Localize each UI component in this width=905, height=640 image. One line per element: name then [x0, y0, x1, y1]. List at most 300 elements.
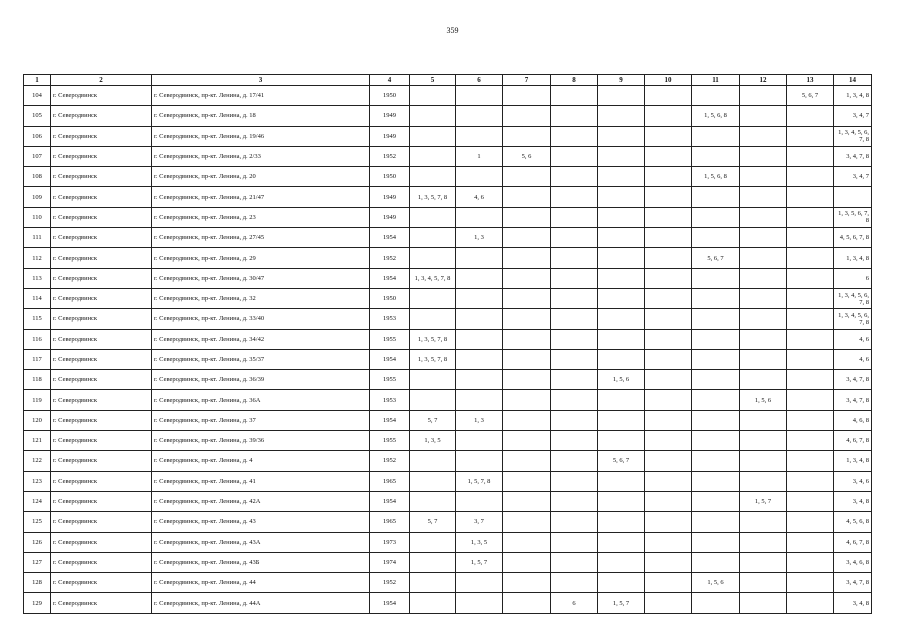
- cell-address: г. Северодвинск, пр-кт. Ленина, д. 27/45: [152, 228, 370, 248]
- cell-col-5: [410, 106, 456, 126]
- cell-col-13: [787, 329, 834, 349]
- table-row: [24, 431, 872, 451]
- cell-col-11: [692, 228, 740, 248]
- cell-col-10: [645, 167, 692, 187]
- column-header-6: 6: [456, 75, 503, 86]
- cell-col-9: [598, 512, 645, 532]
- cell-year: 1954: [370, 349, 410, 369]
- cell-col-8: [551, 552, 598, 572]
- cell-address: г. Северодвинск, пр-кт. Ленина, д. 19/46: [152, 126, 370, 146]
- cell-row-number: 124: [24, 491, 51, 511]
- cell-row-number: 125: [24, 512, 51, 532]
- cell-year: 1953: [370, 309, 410, 329]
- cell-col-14: 4, 6: [834, 329, 872, 349]
- cell-address: г. Северодвинск, пр-кт. Ленина, д. 41: [152, 471, 370, 491]
- table-row: [24, 349, 872, 369]
- cell-col-8: [551, 309, 598, 329]
- cell-col-8: [551, 573, 598, 593]
- cell-col-6: [456, 309, 503, 329]
- table-row: [24, 268, 872, 288]
- cell-col-14: 1, 3, 4, 8: [834, 451, 872, 471]
- cell-col-12: [740, 106, 787, 126]
- cell-address: г. Северодвинск, пр-кт. Ленина, д. 43: [152, 512, 370, 532]
- cell-address: г. Северодвинск, пр-кт. Ленина, д. 20: [152, 167, 370, 187]
- cell-col-5: [410, 471, 456, 491]
- table-row: [24, 228, 872, 248]
- cell-col-11: [692, 309, 740, 329]
- cell-col-13: [787, 146, 834, 166]
- cell-col-11: [692, 207, 740, 227]
- cell-address: г. Северодвинск, пр-кт. Ленина, д. 32: [152, 288, 370, 308]
- cell-col-5: 1, 3, 5, 7, 8: [410, 349, 456, 369]
- cell-col-9: [598, 532, 645, 552]
- cell-col-12: 1, 5, 6: [740, 390, 787, 410]
- cell-settlement: г. Северодвинск: [51, 431, 152, 451]
- cell-col-11: [692, 126, 740, 146]
- cell-col-13: [787, 288, 834, 308]
- cell-year: 1955: [370, 431, 410, 451]
- table-row: [24, 288, 872, 308]
- cell-year: 1952: [370, 248, 410, 268]
- cell-col-14: 4, 5, 6, 7, 8: [834, 228, 872, 248]
- cell-year: 1949: [370, 207, 410, 227]
- cell-col-9: [598, 207, 645, 227]
- table-row: [24, 593, 872, 613]
- cell-col-5: [410, 491, 456, 511]
- cell-col-7: [503, 491, 551, 511]
- cell-col-10: [645, 248, 692, 268]
- table-row: [24, 512, 872, 532]
- cell-row-number: 105: [24, 106, 51, 126]
- cell-col-13: [787, 512, 834, 532]
- cell-col-9: 1, 5, 7: [598, 593, 645, 613]
- cell-col-8: [551, 288, 598, 308]
- cell-row-number: 120: [24, 410, 51, 430]
- cell-col-9: [598, 288, 645, 308]
- cell-col-9: [598, 491, 645, 511]
- cell-col-5: [410, 248, 456, 268]
- cell-col-14: 3, 4, 7, 8: [834, 146, 872, 166]
- table-row: [24, 370, 872, 390]
- table-row: [24, 146, 872, 166]
- cell-col-12: [740, 228, 787, 248]
- cell-col-9: [598, 329, 645, 349]
- table-row: [24, 248, 872, 268]
- cell-col-13: 5, 6, 7: [787, 86, 834, 106]
- cell-settlement: г. Северодвинск: [51, 248, 152, 268]
- column-header-12: 12: [740, 75, 787, 86]
- cell-address: г. Северодвинск, пр-кт. Ленина, д. 35/37: [152, 349, 370, 369]
- cell-col-13: [787, 207, 834, 227]
- cell-col-14: 3, 4, 6, 8: [834, 552, 872, 572]
- cell-col-5: [410, 309, 456, 329]
- cell-col-13: [787, 410, 834, 430]
- cell-col-8: [551, 512, 598, 532]
- cell-col-9: [598, 146, 645, 166]
- cell-row-number: 129: [24, 593, 51, 613]
- cell-col-6: [456, 86, 503, 106]
- cell-col-7: [503, 167, 551, 187]
- column-header-9: 9: [598, 75, 645, 86]
- cell-settlement: г. Северодвинск: [51, 106, 152, 126]
- cell-settlement: г. Северодвинск: [51, 390, 152, 410]
- cell-col-7: [503, 187, 551, 207]
- cell-year: 1973: [370, 532, 410, 552]
- cell-col-8: [551, 126, 598, 146]
- cell-col-6: [456, 431, 503, 451]
- cell-col-7: [503, 329, 551, 349]
- cell-col-10: [645, 410, 692, 430]
- cell-col-6: 1, 5, 7: [456, 552, 503, 572]
- cell-col-7: [503, 268, 551, 288]
- cell-col-12: [740, 167, 787, 187]
- cell-col-9: [598, 431, 645, 451]
- cell-col-14: 3, 4, 7, 8: [834, 390, 872, 410]
- cell-row-number: 114: [24, 288, 51, 308]
- column-header-2: 2: [51, 75, 152, 86]
- cell-col-7: [503, 207, 551, 227]
- cell-col-5: [410, 228, 456, 248]
- cell-col-10: [645, 106, 692, 126]
- cell-col-6: [456, 268, 503, 288]
- cell-col-10: [645, 126, 692, 146]
- cell-settlement: г. Северодвинск: [51, 471, 152, 491]
- cell-col-12: [740, 248, 787, 268]
- cell-col-5: 1, 3, 4, 5, 7, 8: [410, 268, 456, 288]
- cell-col-8: [551, 451, 598, 471]
- cell-col-10: [645, 512, 692, 532]
- cell-year: 1974: [370, 552, 410, 572]
- cell-col-5: [410, 451, 456, 471]
- cell-col-12: [740, 573, 787, 593]
- cell-col-5: [410, 126, 456, 146]
- cell-col-14: 3, 4, 7, 8: [834, 573, 872, 593]
- cell-col-10: [645, 288, 692, 308]
- cell-row-number: 121: [24, 431, 51, 451]
- cell-col-11: [692, 329, 740, 349]
- cell-col-11: [692, 370, 740, 390]
- cell-address: г. Северодвинск, пр-кт. Ленина, д. 43А: [152, 532, 370, 552]
- cell-col-8: [551, 167, 598, 187]
- cell-address: г. Северодвинск, пр-кт. Ленина, д. 29: [152, 248, 370, 268]
- cell-col-9: [598, 86, 645, 106]
- cell-col-7: [503, 552, 551, 572]
- cell-col-7: [503, 593, 551, 613]
- cell-col-6: 1, 3: [456, 410, 503, 430]
- cell-address: г. Северодвинск, пр-кт. Ленина, д. 2/33: [152, 146, 370, 166]
- cell-col-9: [598, 187, 645, 207]
- cell-col-5: [410, 370, 456, 390]
- cell-col-10: [645, 431, 692, 451]
- cell-col-13: [787, 106, 834, 126]
- cell-year: 1954: [370, 228, 410, 248]
- cell-year: 1952: [370, 573, 410, 593]
- cell-col-12: [740, 370, 787, 390]
- cell-col-10: [645, 593, 692, 613]
- cell-col-5: [410, 593, 456, 613]
- cell-col-14: 3, 4, 7: [834, 106, 872, 126]
- cell-col-12: [740, 309, 787, 329]
- cell-col-8: [551, 268, 598, 288]
- cell-col-5: 1, 3, 5, 7, 8: [410, 329, 456, 349]
- table-row: [24, 86, 872, 106]
- cell-col-10: [645, 309, 692, 329]
- column-header-3: 3: [152, 75, 370, 86]
- cell-col-10: [645, 349, 692, 369]
- cell-col-6: [456, 573, 503, 593]
- cell-col-6: [456, 248, 503, 268]
- cell-col-10: [645, 228, 692, 248]
- cell-col-8: [551, 146, 598, 166]
- cell-address: г. Северодвинск, пр-кт. Ленина, д. 34/42: [152, 329, 370, 349]
- cell-col-11: [692, 552, 740, 572]
- cell-col-13: [787, 390, 834, 410]
- cell-col-7: [503, 309, 551, 329]
- cell-col-12: [740, 410, 787, 430]
- cell-col-13: [787, 593, 834, 613]
- cell-col-8: [551, 207, 598, 227]
- cell-settlement: г. Северодвинск: [51, 187, 152, 207]
- cell-settlement: г. Северодвинск: [51, 167, 152, 187]
- cell-col-13: [787, 309, 834, 329]
- table-row: [24, 187, 872, 207]
- cell-col-11: [692, 431, 740, 451]
- cell-col-13: [787, 491, 834, 511]
- cell-col-12: [740, 288, 787, 308]
- cell-col-5: [410, 552, 456, 572]
- cell-col-8: [551, 248, 598, 268]
- cell-col-13: [787, 370, 834, 390]
- column-header-5: 5: [410, 75, 456, 86]
- cell-col-10: [645, 491, 692, 511]
- column-header-11: 11: [692, 75, 740, 86]
- column-header-1: 1: [24, 75, 51, 86]
- cell-col-5: [410, 288, 456, 308]
- cell-col-11: [692, 146, 740, 166]
- table-header: [24, 75, 872, 86]
- cell-row-number: 128: [24, 573, 51, 593]
- cell-col-8: [551, 491, 598, 511]
- cell-address: г. Северодвинск, пр-кт. Ленина, д. 36А: [152, 390, 370, 410]
- cell-col-6: 1, 5, 7, 8: [456, 471, 503, 491]
- cell-col-14: 3, 4, 7, 8: [834, 370, 872, 390]
- cell-col-5: [410, 167, 456, 187]
- cell-col-7: [503, 248, 551, 268]
- cell-col-6: 4, 6: [456, 187, 503, 207]
- cell-col-7: [503, 410, 551, 430]
- cell-col-13: [787, 532, 834, 552]
- cell-settlement: г. Северодвинск: [51, 86, 152, 106]
- cell-col-11: [692, 268, 740, 288]
- cell-address: г. Северодвинск, пр-кт. Ленина, д. 18: [152, 106, 370, 126]
- cell-col-5: 1, 3, 5, 7, 8: [410, 187, 456, 207]
- cell-col-7: [503, 288, 551, 308]
- cell-row-number: 117: [24, 349, 51, 369]
- cell-col-12: [740, 512, 787, 532]
- cell-settlement: г. Северодвинск: [51, 512, 152, 532]
- cell-col-12: [740, 187, 787, 207]
- cell-col-8: [551, 187, 598, 207]
- cell-col-6: 1, 3: [456, 228, 503, 248]
- cell-col-5: [410, 390, 456, 410]
- cell-col-5: 5, 7: [410, 512, 456, 532]
- cell-col-10: [645, 390, 692, 410]
- cell-col-6: [456, 451, 503, 471]
- cell-year: 1952: [370, 451, 410, 471]
- cell-address: г. Северодвинск, пр-кт. Ленина, д. 39/36: [152, 431, 370, 451]
- cell-address: г. Северодвинск, пр-кт. Ленина, д. 37: [152, 410, 370, 430]
- cell-address: г. Северодвинск, пр-кт. Ленина, д. 44: [152, 573, 370, 593]
- cell-col-13: [787, 248, 834, 268]
- cell-col-7: [503, 228, 551, 248]
- cell-row-number: 111: [24, 228, 51, 248]
- cell-col-10: [645, 146, 692, 166]
- column-header-14: 14: [834, 75, 872, 86]
- table-row: [24, 552, 872, 572]
- cell-col-14: 3, 4, 8: [834, 593, 872, 613]
- table-row: [24, 390, 872, 410]
- cell-col-14: 6: [834, 268, 872, 288]
- cell-col-12: [740, 126, 787, 146]
- cell-row-number: 122: [24, 451, 51, 471]
- cell-col-11: [692, 471, 740, 491]
- cell-col-5: 5, 7: [410, 410, 456, 430]
- cell-col-13: [787, 471, 834, 491]
- cell-settlement: г. Северодвинск: [51, 268, 152, 288]
- cell-col-6: [456, 207, 503, 227]
- cell-settlement: г. Северодвинск: [51, 410, 152, 430]
- cell-year: 1952: [370, 146, 410, 166]
- cell-col-14: [834, 187, 872, 207]
- cell-address: г. Северодвинск, пр-кт. Ленина, д. 23: [152, 207, 370, 227]
- cell-col-10: [645, 86, 692, 106]
- cell-col-9: [598, 228, 645, 248]
- cell-col-10: [645, 268, 692, 288]
- cell-col-8: [551, 228, 598, 248]
- cell-settlement: г. Северодвинск: [51, 146, 152, 166]
- table-row: [24, 410, 872, 430]
- cell-col-6: 1, 3, 5: [456, 532, 503, 552]
- cell-settlement: г. Северодвинск: [51, 207, 152, 227]
- cell-col-13: [787, 167, 834, 187]
- cell-col-9: [598, 167, 645, 187]
- cell-col-13: [787, 552, 834, 572]
- cell-col-12: [740, 86, 787, 106]
- register-table: [23, 74, 872, 614]
- cell-col-6: 3, 7: [456, 512, 503, 532]
- cell-year: 1949: [370, 106, 410, 126]
- cell-col-9: [598, 349, 645, 369]
- cell-col-9: 5, 6, 7: [598, 451, 645, 471]
- cell-col-11: [692, 390, 740, 410]
- cell-address: г. Северодвинск, пр-кт. Ленина, д. 42А: [152, 491, 370, 511]
- cell-col-14: 1, 3, 4, 8: [834, 86, 872, 106]
- cell-col-13: [787, 268, 834, 288]
- cell-col-7: [503, 573, 551, 593]
- cell-col-11: [692, 593, 740, 613]
- cell-col-8: [551, 349, 598, 369]
- cell-col-14: 3, 4, 7: [834, 167, 872, 187]
- page-number: 359: [446, 26, 459, 35]
- cell-col-7: [503, 126, 551, 146]
- cell-col-6: [456, 390, 503, 410]
- cell-col-11: [692, 187, 740, 207]
- cell-row-number: 119: [24, 390, 51, 410]
- cell-settlement: г. Северодвинск: [51, 593, 152, 613]
- cell-col-9: [598, 106, 645, 126]
- cell-settlement: г. Северодвинск: [51, 288, 152, 308]
- cell-col-14: 4, 5, 6, 8: [834, 512, 872, 532]
- table-row: [24, 532, 872, 552]
- cell-col-6: [456, 593, 503, 613]
- cell-year: 1949: [370, 126, 410, 146]
- cell-settlement: г. Северодвинск: [51, 552, 152, 572]
- cell-row-number: 116: [24, 329, 51, 349]
- cell-year: 1949: [370, 187, 410, 207]
- cell-col-12: [740, 146, 787, 166]
- cell-col-6: [456, 329, 503, 349]
- cell-col-5: [410, 532, 456, 552]
- cell-col-10: [645, 187, 692, 207]
- cell-col-6: [456, 106, 503, 126]
- cell-col-13: [787, 228, 834, 248]
- table-row: [24, 471, 872, 491]
- cell-col-11: [692, 451, 740, 471]
- cell-col-8: [551, 329, 598, 349]
- table-row: [24, 573, 872, 593]
- cell-col-7: [503, 512, 551, 532]
- column-header-13: 13: [787, 75, 834, 86]
- cell-col-9: 1, 5, 6: [598, 370, 645, 390]
- cell-year: 1954: [370, 268, 410, 288]
- cell-year: 1954: [370, 491, 410, 511]
- cell-col-10: [645, 451, 692, 471]
- cell-address: г. Северодвинск, пр-кт. Ленина, д. 43Б: [152, 552, 370, 572]
- cell-year: 1955: [370, 329, 410, 349]
- cell-row-number: 112: [24, 248, 51, 268]
- cell-year: 1954: [370, 593, 410, 613]
- cell-col-6: [456, 126, 503, 146]
- cell-col-7: [503, 471, 551, 491]
- cell-col-10: [645, 207, 692, 227]
- cell-row-number: 106: [24, 126, 51, 146]
- cell-address: г. Северодвинск, пр-кт. Ленина, д. 33/40: [152, 309, 370, 329]
- cell-col-12: [740, 471, 787, 491]
- cell-settlement: г. Северодвинск: [51, 573, 152, 593]
- table-row: [24, 126, 872, 146]
- cell-col-5: [410, 573, 456, 593]
- cell-col-14: 4, 6, 7, 8: [834, 431, 872, 451]
- cell-col-7: [503, 86, 551, 106]
- cell-col-10: [645, 329, 692, 349]
- cell-col-12: [740, 593, 787, 613]
- cell-col-7: [503, 451, 551, 471]
- cell-col-11: [692, 512, 740, 532]
- table-row: [24, 167, 872, 187]
- cell-col-7: [503, 532, 551, 552]
- cell-col-7: 5, 6: [503, 146, 551, 166]
- cell-row-number: 123: [24, 471, 51, 491]
- cell-col-10: [645, 552, 692, 572]
- table-row: [24, 207, 872, 227]
- cell-settlement: г. Северодвинск: [51, 451, 152, 471]
- table-row: [24, 329, 872, 349]
- cell-col-13: [787, 126, 834, 146]
- cell-col-6: 1: [456, 146, 503, 166]
- cell-col-9: [598, 552, 645, 572]
- cell-row-number: 107: [24, 146, 51, 166]
- cell-address: г. Северодвинск, пр-кт. Ленина, д. 30/47: [152, 268, 370, 288]
